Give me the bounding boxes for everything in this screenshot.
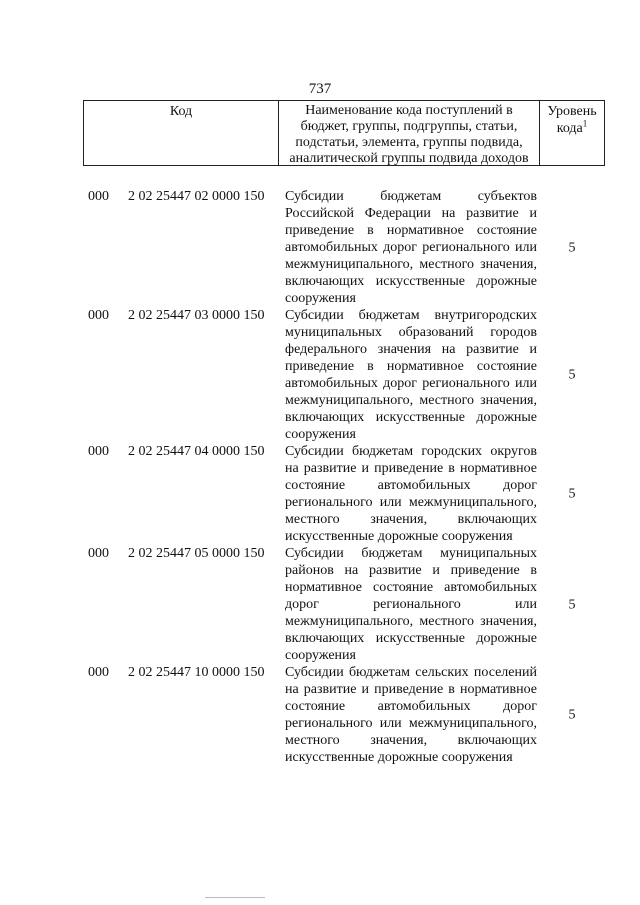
row-code: 2 02 25447 05 0000 150 [128,546,265,561]
header-level-footnote: 1 [582,118,588,129]
table-row [88,443,600,545]
scan-artifact-line [205,897,265,898]
row-code: 2 02 25447 02 0000 150 [128,189,265,204]
row-prefix: 000 [88,444,109,459]
row-description: Субсидии бюджетам муниципальных районов на развитие и приведение в нормативное состояние автомобильных дорог регионального или межмуниципального, местного значения, включающих искусственные дорожные сооружения [285,546,537,663]
row-description: Субсидии бюджетам субъектов Российской Федерации на развитие и приведение в нормативное состояние автомобильных дорог регионального или межмуниципального, местного значения, включающих искусственные дорожные сооружения [285,189,537,306]
row-level: 5 [568,367,576,383]
header-code: Код [84,101,279,165]
row-prefix: 000 [88,308,109,323]
table-row [88,545,600,664]
row-level: 5 [568,240,576,255]
header-name: Наименование кода поступлений в бюджет, группы, подгруппы, статьи, подстатьи, элемента, группы подвида, аналитической группы подвида доходов [279,101,540,165]
row-code: 2 02 25447 10 0000 150 [128,665,265,680]
row-prefix: 000 [88,546,109,561]
row-description: Субсидии бюджетам сельских поселений на развитие и приведение в нормативное состояние автомобильных дорог регионального или межмуниципального, местного значения, включающих искусственные дорожные сооружения [285,665,537,765]
table-row [88,188,600,307]
row-prefix: 000 [88,665,109,680]
page-number: 737 [308,81,332,97]
header-level [540,101,604,165]
table-body [88,188,600,766]
row-code: 2 02 25447 03 0000 150 [128,308,265,323]
table-row [88,664,600,766]
table-header [83,100,605,166]
row-level: 5 [568,486,576,502]
header-level-label: Уровень кода [547,104,597,136]
row-level: 5 [568,707,576,723]
row-prefix: 000 [88,189,109,204]
table-row [88,307,600,443]
row-level: 5 [568,597,576,612]
row-code: 2 02 25447 04 0000 150 [128,444,265,459]
row-description: Субсидии бюджетам городских округов на развитие и приведение в нормативное состояние автомобильных дорог регионального или межмуниципального, местного значения, включающих искусственные дорожные сооружения [285,444,537,544]
row-description: Субсидии бюджетам внутригородских муниципальных образований городов федерального значения на развитие и приведение в нормативное состояние автомобильных дорог регионального или межмуниципального, местного значения, включающих искусственные дорожные сооружения [285,308,537,442]
